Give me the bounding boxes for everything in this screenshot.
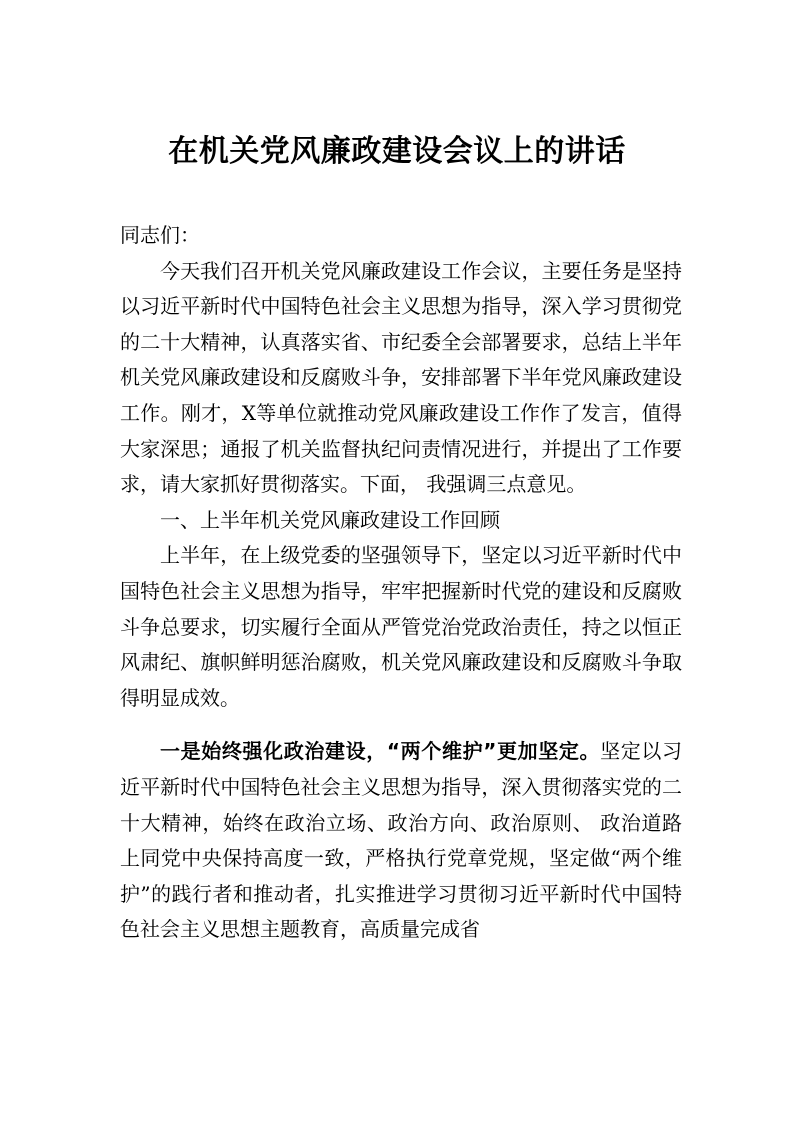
intro-paragraph: 今天我们召开机关党风廉政建设工作会议，主要任务是坚持以习近平新时代中国特色社会主义思想为指导，深入学习贯彻党的二十大精神，认真落实省、市纪委全会部署要求，总结上半年机关党风廉政建设和反腐败斗争，安排部署下半年党风廉政建设工作。刚才，X等单位就推动党风廉政建设工作作了发言，值得大家深思；通报了机关监督执纪问责情况进行，并提出了工作要求，请大家抓好贯彻落实。下面， 我强调三点意见。: [120, 258, 682, 497]
point-one-body: 坚定以习近平新时代中国特色社会主义思想为指导，深入贯彻落实党的二十大精神，始终在政治立场、政治方向、政治原则、 政治道路上同党中央保持高度一致，严格执行党章党规，坚定做“两个维护”的践行者和推动者，扎实推进学习贯彻习近平新时代中国特色社会主义思想主题教育，高质量完成省: [120, 739, 682, 942]
point-one-lead: 一是始终强化政治建设，“两个维护”更加坚定。: [160, 739, 601, 764]
document-title: 在机关党风廉政建设会议上的讲话: [168, 134, 626, 169]
salutation: 同志们：: [120, 223, 200, 247]
point-one-paragraph: [120, 734, 682, 948]
section-heading: 一、上半年机关党风廉政建设工作回顾: [160, 507, 500, 532]
document-body: [120, 218, 682, 948]
review-paragraph: 上半年，在上级党委的坚强领导下，坚定以习近平新时代中国特色社会主义思想为指导，牢牢把握新时代党的建设和反腐败斗争总要求，切实履行全面从严管党治党政治责任，持之以恒正风肃纪、旗帜鲜明惩治腐败，机关党风廉政建设和反腐败斗争取得明显成效。: [120, 543, 682, 710]
